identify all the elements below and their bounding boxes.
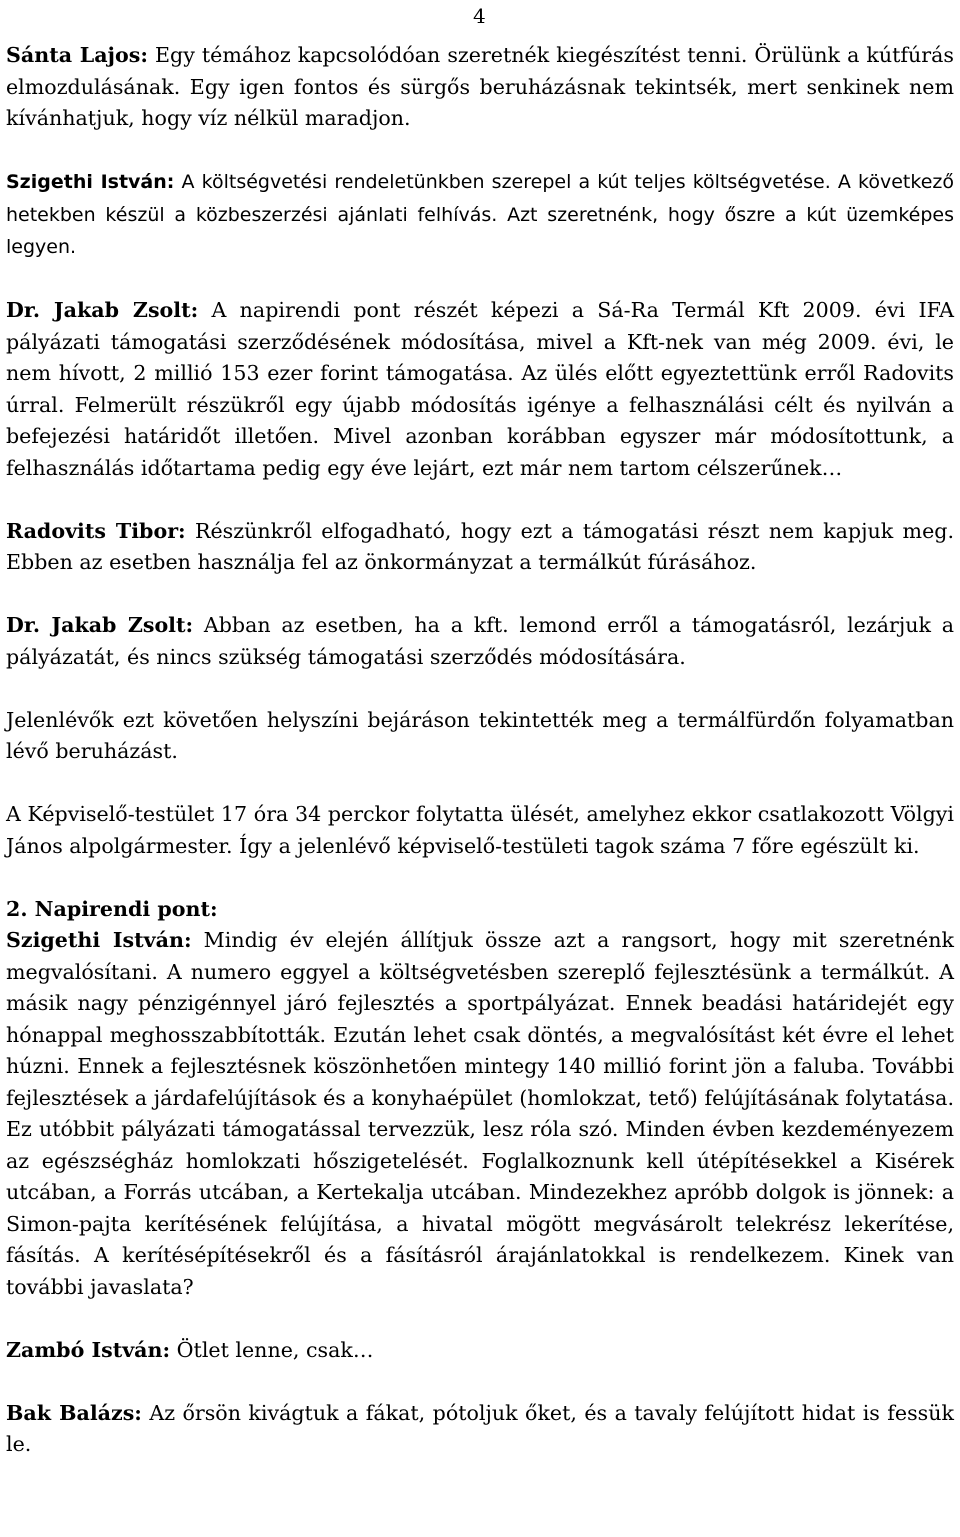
paragraph-radovits-tibor (6, 516, 954, 579)
speaker-name: Szigethi István: (6, 928, 192, 952)
agenda-heading-2 (6, 894, 954, 926)
paragraph-site-visit (6, 705, 954, 768)
paragraph-session-resumed (6, 799, 954, 862)
paragraph-santa-lajos (6, 40, 954, 135)
speaker-name: Dr. Jakab Zsolt: (6, 613, 194, 637)
paragraph-bak-balazs (6, 1398, 954, 1461)
paragraph-jakab-zsolt-1 (6, 295, 954, 484)
paragraph-szigethi-istvan-1 (6, 166, 954, 264)
minutes-body (6, 40, 954, 1461)
speaker-name: Szigethi István: (6, 171, 175, 193)
speaker-name: Bak Balázs: (6, 1400, 142, 1425)
paragraph-text: A napirendi pont részét képezi a Sá-Ra Termál Kft 2009. évi IFA pályázati támogatási szerződésének módosítása, mivel a Kft-nek van még 2009. évi, le nem hívott, 2 millió 153 ezer forint támogatása. Az ülés előtt egyeztettünk erről Radovits úrral. Felmerült részükről egy újabb módosítás igénye a felhasználási célt és nyilván a befejezési határidőt illetően. Mivel azonban korábban egyszer már módosítottunk, a felhasználás időtartama pedig egy éve lejárt, ezt már nem tartom célszerűnek… (6, 298, 954, 480)
paragraph-text: Részünkről elfogadható, hogy ezt a támogatási részt nem kapjuk meg. Ebben az esetben használja fel az önkormányzat a termálkút fúrásához. (6, 518, 954, 574)
paragraph-text: A Képviselő-testület 17 óra 34 perckor folytatta ülését, amelyhez ekkor csatlakozott Völgyi János alpolgármester. Így a jelenlévő képviselő-testületi tagok száma 7 főre egészült ki. (6, 802, 954, 858)
agenda-item-title: 2. Napirendi pont: (6, 896, 218, 921)
paragraph-text: A költségvetési rendeletünkben szerepel a kút teljes költségvetése. A következő hetekben készül a közbeszerzési ajánlati felhívás. Azt szeretnénk, hogy őszre a kút üzemképes legyen. (6, 171, 954, 258)
speaker-name: Sánta Lajos: (6, 43, 148, 67)
paragraph-text: Ötlet lenne, csak… (170, 1337, 374, 1362)
page-number: 4 (473, 4, 486, 28)
paragraph-text: Abban az esetben, ha a kft. lemond erről a támogatásról, lezárjuk a pályázatát, és nincs szükség támogatási szerződés módosítására. (6, 613, 954, 669)
speaker-name: Dr. Jakab Zsolt: (6, 298, 199, 322)
paragraph-text: Az őrsön kivágtuk a fákat, pótoljuk őket, és a tavaly felújított hidat is fessük le. (6, 1400, 954, 1456)
speaker-name: Zambó István: (6, 1337, 171, 1362)
paragraph-jakab-zsolt-2 (6, 610, 954, 673)
paragraph-text: Egy témához kapcsolódóan szeretnék kiegészítést tenni. Örülünk a kútfúrás elmozdulásának. Egy igen fontos és sürgős beruházásnak tekintsék, mert senkinek nem kívánhatjuk, hogy víz nélkül maradjon. (6, 43, 954, 130)
paragraph-szigethi-istvan-2 (6, 925, 954, 1303)
speaker-name: Radovits Tibor: (6, 518, 186, 543)
paragraph-text: Jelenlévők ezt követően helyszíni bejáráson tekintették meg a termálfürdőn folyamatban lévő beruházást. (6, 707, 954, 763)
paragraph-text: Mindig év elején állítjuk össze azt a rangsort, hogy mit szeretnénk megvalósítani. A numero eggyel a költségvetésben szereplő fejlesztésünk a termálkút. A másik nagy pénzigénnyel járó fejlesztés a sportpályázat. Ennek beadási határidejét egy hónappal meghosszabbították. Ezután lehet csak döntés, a megvalósítást két évre el lehet húzni. Ennek a fejlesztésnek köszönhetően mintegy 140 millió forint jön a faluba. További fejlesztések a járdafelújítások és a konyhaépület (homlokzat, tető) felújításának folytatása. Ez utóbbit pályázati támogatással tervezzük, lesz róla szó. Minden évben kezdeményezem az egészségház homlokzati hőszigetelését. Foglalkoznunk kell útépítésekkel a Kisérek utcában, a Forrás utcában, a Kertekalja utcában. Mindezekhez apróbb dolgok is jönnek: a Simon-pajta kerítésének felújítása, a hivatal mögött megvásárolt telekrész lekerítése, fásítás. A kerítésépítésekről és a fásításról árajánlatokkal is rendelkezem. Kinek van további javaslata? (6, 928, 954, 1299)
paragraph-zambo-istvan (6, 1335, 954, 1367)
